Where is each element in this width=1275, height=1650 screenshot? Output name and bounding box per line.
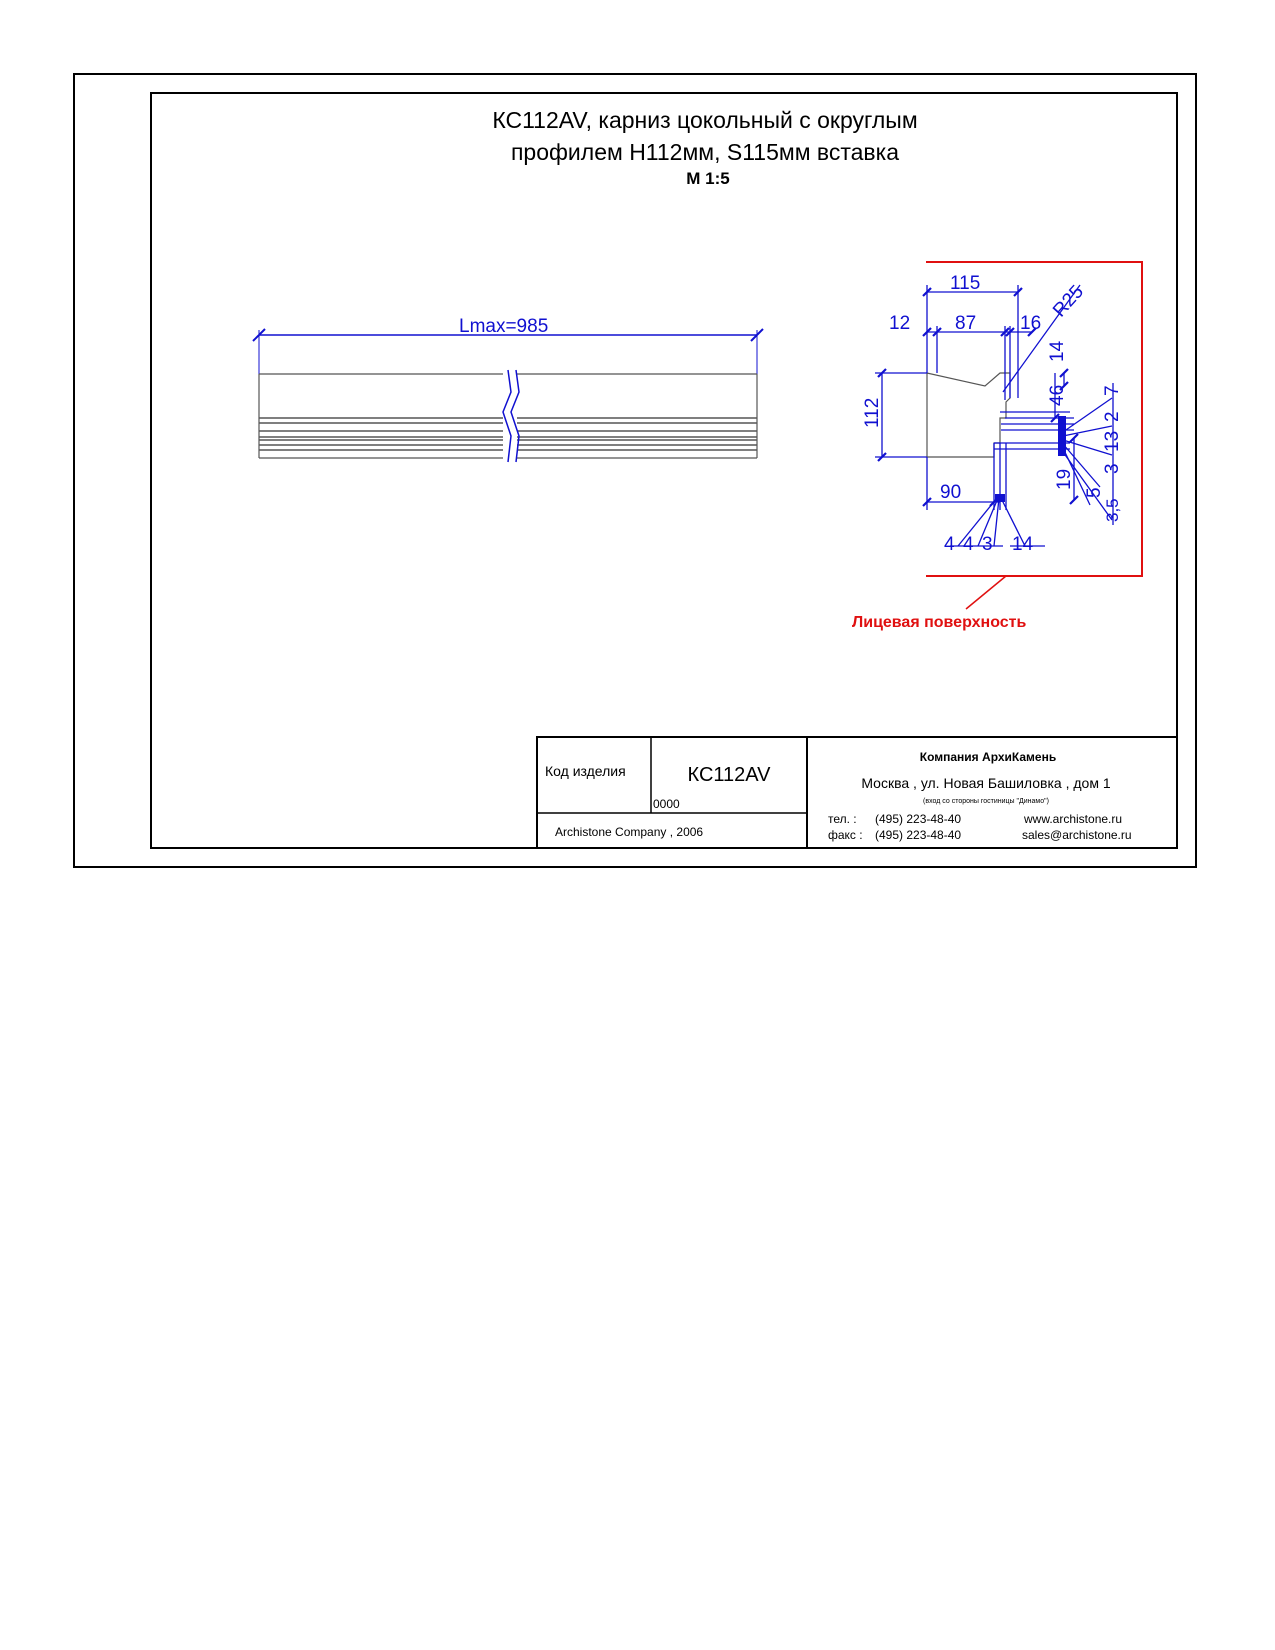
dim-bottom-4a: 4 (944, 534, 955, 555)
title-line-1: КС112AV, карниз цокольный с округлым (492, 107, 918, 133)
dim-16: 16 (1020, 313, 1042, 334)
face-leader (966, 576, 1006, 609)
inner-frame (151, 93, 1177, 848)
dim-radius: R25 (1049, 281, 1089, 322)
dim-12: 12 (889, 313, 911, 334)
dim-right-3: 3 (1102, 463, 1123, 474)
copyright: Archistone Company , 2006 (555, 825, 704, 839)
email: sales@archistone.ru (1022, 828, 1132, 842)
address-note: (вход со стороны гостиницы "Динамо") (923, 798, 1049, 805)
company-name: Компания АрхиКамень (919, 750, 1057, 764)
profile-outline (927, 373, 1010, 457)
website: www.archistone.ru (1024, 812, 1123, 826)
dim-46: 46 (1047, 384, 1068, 406)
dim-bottom-14: 14 (1012, 534, 1034, 555)
dim-width-115: 115 (950, 273, 981, 294)
dim-bottom-4b: 4 (963, 534, 974, 555)
outer-frame (74, 74, 1196, 867)
junction-marks-bottom (995, 494, 1005, 502)
fax-label: факс : (828, 828, 863, 842)
scale-label: М 1:5 (686, 169, 730, 188)
fax-number: (495) 223-48-40 (875, 828, 962, 842)
junction-marks-right (1058, 416, 1066, 456)
face-label: Лицевая поверхность (852, 614, 1027, 631)
dim-bottom-3: 3 (982, 534, 993, 555)
length-label: Lmax=985 (459, 316, 549, 337)
code-number: 0000 (653, 797, 680, 811)
phone-label: тел. : (828, 812, 857, 826)
profile-view (852, 262, 1142, 631)
profile-dim-lines (875, 285, 1113, 546)
dim-right-5: 5 (1084, 487, 1105, 498)
dim-90: 90 (940, 482, 962, 503)
dim-right-13: 13 (1102, 430, 1123, 452)
title-line-2: профилем H112мм, S115мм вставка (510, 139, 900, 165)
dim-bottom-19: 19 (1054, 468, 1075, 490)
front-view (253, 316, 763, 462)
dim-87: 87 (955, 313, 977, 334)
dim-right-7: 7 (1102, 385, 1123, 396)
phone-number: (495) 223-48-40 (875, 812, 962, 826)
title-block (537, 737, 1177, 848)
dim-height-112: 112 (862, 397, 883, 428)
dim-right-2: 2 (1102, 411, 1123, 422)
dim-top-step-14: 14 (1047, 340, 1068, 362)
code-value: КС112AV (687, 764, 771, 786)
dim-right-3-5: 3,5 (1103, 498, 1122, 522)
code-label: Код изделия (545, 763, 626, 779)
company-address: Москва , ул. Новая Башиловка , дом 1 (861, 775, 1111, 791)
